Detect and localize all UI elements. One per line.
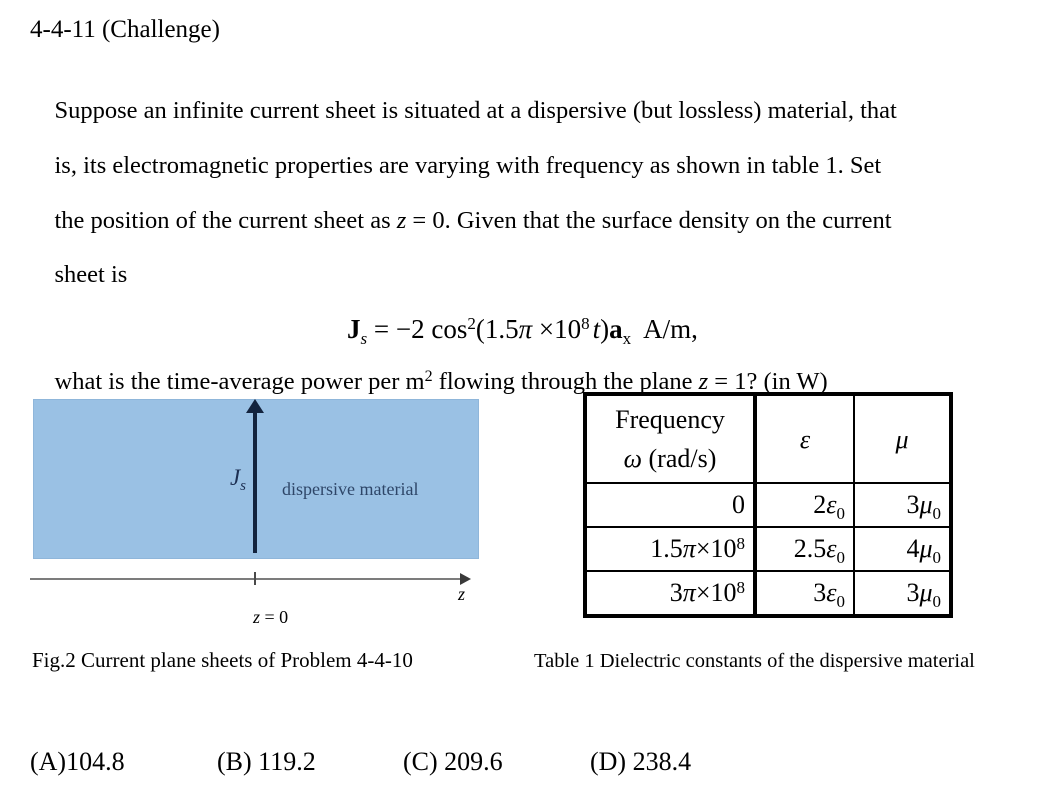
table-row xyxy=(585,483,951,527)
table-row xyxy=(585,527,951,571)
mu-coefficient: 3 xyxy=(906,578,920,607)
epsilon-coefficient: 2.5 xyxy=(793,534,827,563)
mu-coefficient: 4 xyxy=(906,534,920,563)
mu-coefficient: 3 xyxy=(906,490,920,519)
omega-symbol: ω xyxy=(623,444,642,473)
frequency-value: 1.5 xyxy=(650,534,683,563)
subscript-zero: 0 xyxy=(932,592,941,611)
mu-symbol: μ xyxy=(895,424,909,454)
problem-text: the position of the current sheet as xyxy=(54,207,397,234)
question-segment: what is the time-average power per m xyxy=(54,368,425,395)
times-ten: ×10 xyxy=(695,578,737,607)
header-mu xyxy=(854,394,951,483)
z-axis-label: z xyxy=(458,584,466,604)
mu-cell xyxy=(854,527,951,571)
answer-option-d: (D) 238.4 xyxy=(590,747,692,776)
epsilon-symbol: ε xyxy=(826,490,837,519)
header-epsilon xyxy=(755,394,854,483)
variable-z: z xyxy=(698,368,709,395)
subscript-zero: 0 xyxy=(932,504,941,523)
origin-value: = 0 xyxy=(260,607,289,627)
epsilon-symbol: ε xyxy=(826,534,837,563)
dispersive-material-label: dispersive material xyxy=(282,479,419,499)
dielectric-constants-table xyxy=(583,392,953,618)
epsilon-coefficient: 3 xyxy=(813,578,827,607)
equation-text: ×10 xyxy=(532,314,582,344)
header-frequency-line2 xyxy=(587,439,753,478)
problem-number-title: 4-4-11 (Challenge) xyxy=(30,16,220,43)
vector-J-symbol: J xyxy=(347,314,361,344)
equation-text: = −2 cos xyxy=(367,314,468,344)
epsilon-cell xyxy=(755,571,854,616)
table-header-row xyxy=(585,394,951,483)
pi-symbol: π xyxy=(682,578,696,607)
answer-option-b: (B) 119.2 xyxy=(217,747,316,776)
problem-text: is, its electromagnetic properties are varying with frequency as shown in table 1. Set xyxy=(54,152,882,179)
z-axis-line xyxy=(30,578,464,580)
origin-label xyxy=(226,586,288,649)
vector-a-symbol: a xyxy=(609,314,623,344)
pi-symbol: π xyxy=(682,534,696,563)
subscript-x: x xyxy=(622,329,632,348)
frequency-cell xyxy=(585,527,755,571)
frequency-cell xyxy=(585,571,755,616)
problem-text: sheet is xyxy=(54,261,128,288)
mu-symbol: μ xyxy=(919,578,933,607)
variable-z: z xyxy=(396,207,407,234)
epsilon-symbol: ε xyxy=(799,424,811,454)
equation-text: (1.5 xyxy=(475,314,519,344)
mu-symbol: μ xyxy=(919,490,933,519)
times-ten: ×10 xyxy=(695,534,737,563)
header-frequency xyxy=(585,394,755,483)
mu-symbol: μ xyxy=(919,534,933,563)
problem-text-line-3 xyxy=(30,179,892,263)
current-sheet-line xyxy=(253,412,257,553)
mu-cell xyxy=(854,571,951,616)
table-caption: Table 1 Dielectric constants of the dispersive material xyxy=(534,650,975,672)
problem-text: = 0. Given that the surface density on the current xyxy=(406,207,892,234)
answer-option-a: (A)104.8 xyxy=(30,747,125,776)
exponent: 8 xyxy=(736,534,745,553)
epsilon-cell xyxy=(755,483,854,527)
frequency-unit: (rad/s) xyxy=(642,444,717,473)
question-segment: flowing through the plane xyxy=(432,368,699,395)
figure-caption: Fig.2 Current plane sheets of Problem 4-4-10 xyxy=(32,648,413,672)
current-direction-arrow-icon xyxy=(246,399,264,413)
header-frequency-line1: Frequency xyxy=(615,405,725,434)
subscript-zero: 0 xyxy=(836,504,845,523)
subscript-zero: 0 xyxy=(836,548,845,567)
cos-exponent: 2 xyxy=(467,314,476,333)
problem-text: Suppose an infinite current sheet is situated at a dispersive (but lossless) material, that xyxy=(54,97,897,124)
equation-units: A/m, xyxy=(631,314,698,344)
time-variable: t xyxy=(592,314,601,344)
surface-current-label xyxy=(198,465,246,494)
frequency-cell xyxy=(585,483,755,527)
J-symbol: J xyxy=(229,465,241,490)
ten-exponent: 8 xyxy=(581,314,590,333)
equation-text: ) xyxy=(600,314,610,344)
meter-exponent: 2 xyxy=(424,368,433,385)
subscript-s: s xyxy=(360,329,368,348)
answer-options xyxy=(0,747,1060,781)
frequency-value: 3 xyxy=(669,578,683,607)
epsilon-cell xyxy=(755,527,854,571)
table-row xyxy=(585,571,951,616)
subscript-zero: 0 xyxy=(932,548,941,567)
origin-tick xyxy=(254,572,256,585)
mu-cell xyxy=(854,483,951,527)
subscript-s: s xyxy=(240,478,246,494)
exponent: 8 xyxy=(736,578,745,597)
frequency-value: 0 xyxy=(732,490,745,519)
epsilon-symbol: ε xyxy=(826,578,837,607)
epsilon-coefficient: 2 xyxy=(813,490,827,519)
variable-z: z xyxy=(253,607,261,627)
figure-current-sheet xyxy=(30,395,490,627)
question-segment: = 1? (in W) xyxy=(708,368,828,395)
pi-symbol: π xyxy=(518,314,533,344)
subscript-zero: 0 xyxy=(836,592,845,611)
problem-text-line-4 xyxy=(30,233,127,317)
answer-option-c: (C) 209.6 xyxy=(403,747,503,776)
